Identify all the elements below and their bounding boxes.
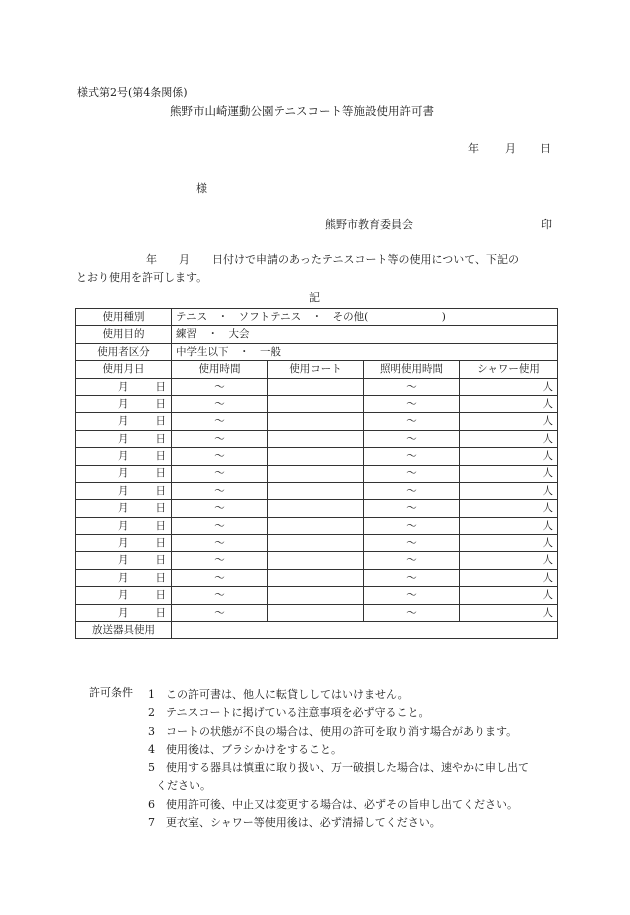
- court-cell[interactable]: [268, 552, 364, 569]
- person-label: 人: [542, 571, 554, 584]
- shower-cell[interactable]: [460, 395, 558, 412]
- time-cell[interactable]: [172, 604, 268, 621]
- person-label: 人: [542, 397, 554, 410]
- day-label: 日: [155, 432, 166, 445]
- purpose-row: [76, 326, 558, 343]
- day-label: 日: [155, 397, 166, 410]
- person-label: 人: [542, 554, 554, 567]
- month-label: 月: [118, 571, 129, 584]
- tilde-mark: ～: [406, 519, 417, 532]
- shower-cell[interactable]: [460, 448, 558, 465]
- condition-item: [148, 686, 558, 704]
- tilde-mark: ～: [214, 397, 225, 410]
- tilde-mark: ～: [406, 432, 417, 445]
- condition-text: 使用する器具は慎重に取り扱い、万一破損した場合は、速やかに申し出て: [166, 761, 529, 775]
- table-row: [76, 535, 558, 552]
- lighting-cell[interactable]: [364, 569, 460, 586]
- table-row: [76, 413, 558, 430]
- table-row: [76, 482, 558, 499]
- shower-cell[interactable]: [460, 535, 558, 552]
- month-label: 月: [118, 606, 129, 619]
- lighting-cell[interactable]: [364, 378, 460, 395]
- condition-item: [148, 704, 558, 722]
- shower-cell[interactable]: [460, 378, 558, 395]
- tilde-mark: ～: [214, 537, 225, 550]
- tilde-mark: ～: [214, 380, 225, 393]
- tilde-mark: ～: [214, 415, 225, 428]
- month-label: 月: [118, 432, 129, 445]
- court-cell[interactable]: [268, 500, 364, 517]
- tilde-mark: ～: [214, 467, 225, 480]
- form-number: 様式第2号(第4条関係): [77, 86, 188, 99]
- court-cell[interactable]: [268, 395, 364, 412]
- permission-text-line1: 年 月 日付けで申請のあったテニスコート等の使用について、下記の: [146, 253, 520, 266]
- table-row: [76, 604, 558, 621]
- usage-table: [75, 308, 558, 639]
- lighting-cell[interactable]: [364, 482, 460, 499]
- condition-number: 4: [148, 742, 155, 756]
- month-label: 月: [118, 589, 129, 602]
- table-row: [76, 587, 558, 604]
- court-cell[interactable]: [268, 535, 364, 552]
- condition-text: 使用許可後、中止又は変更する場合は、必ずその旨申し出てください。: [166, 797, 518, 811]
- court-cell[interactable]: [268, 430, 364, 447]
- month-label: 月: [118, 380, 129, 393]
- condition-number: 1: [148, 688, 155, 701]
- condition-number: 6: [148, 797, 155, 811]
- tilde-mark: ～: [406, 502, 417, 515]
- day-label: 日: [155, 380, 166, 393]
- table-row: [76, 378, 558, 395]
- broadcast-label: 放送器具使用: [76, 622, 172, 639]
- col-header-date: 使用月日: [76, 361, 172, 378]
- col-header-time: 使用時間: [172, 361, 268, 378]
- court-cell[interactable]: [268, 569, 364, 586]
- time-cell[interactable]: [172, 413, 268, 430]
- time-cell[interactable]: [172, 569, 268, 586]
- court-cell[interactable]: [268, 517, 364, 534]
- shower-cell[interactable]: [460, 482, 558, 499]
- time-cell[interactable]: [172, 500, 268, 517]
- date-cell[interactable]: [76, 482, 172, 499]
- lighting-cell[interactable]: [364, 395, 460, 412]
- document-title: 熊野市山崎運動公園テニスコート等施設使用許可書: [170, 104, 435, 118]
- tilde-mark: ～: [406, 606, 417, 619]
- purpose-value: 練習 ・ 大会: [172, 326, 558, 343]
- date-cell[interactable]: [76, 552, 172, 569]
- lighting-cell[interactable]: [364, 465, 460, 482]
- date-cell[interactable]: [76, 587, 172, 604]
- person-label: 人: [542, 484, 554, 497]
- table-row: [76, 500, 558, 517]
- tilde-mark: ～: [406, 571, 417, 584]
- time-cell[interactable]: [172, 465, 268, 482]
- tilde-mark: ～: [214, 432, 225, 445]
- table-row: [76, 395, 558, 412]
- court-cell[interactable]: [268, 482, 364, 499]
- shower-cell[interactable]: [460, 587, 558, 604]
- tilde-mark: ～: [406, 554, 417, 567]
- tilde-mark: ～: [406, 415, 417, 428]
- lighting-cell[interactable]: [364, 517, 460, 534]
- user-category-label: 使用者区分: [76, 343, 172, 360]
- type-label: 使用種別: [76, 309, 172, 326]
- person-label: 人: [542, 415, 554, 428]
- tilde-mark: ～: [214, 606, 225, 619]
- person-label: 人: [542, 467, 554, 480]
- day-label: 日: [155, 415, 166, 428]
- ki-marker: 記: [309, 291, 320, 304]
- court-cell[interactable]: [268, 413, 364, 430]
- tilde-mark: ～: [406, 450, 417, 463]
- shower-cell[interactable]: [460, 604, 558, 621]
- condition-item: [148, 723, 558, 741]
- date-month-label: 月: [505, 142, 516, 155]
- day-label: 日: [155, 554, 166, 567]
- date-cell[interactable]: [76, 395, 172, 412]
- day-label: 日: [155, 450, 166, 463]
- condition-number: 2: [148, 706, 155, 720]
- shower-cell[interactable]: [460, 517, 558, 534]
- table-row: [76, 569, 558, 586]
- shower-cell[interactable]: [460, 430, 558, 447]
- condition-item: [148, 814, 558, 832]
- person-label: 人: [542, 432, 554, 445]
- tilde-mark: ～: [406, 589, 417, 602]
- condition-text: コートの状態が不良の場合は、使用の許可を取り消す場合があります。: [166, 724, 518, 738]
- lighting-cell[interactable]: [364, 604, 460, 621]
- table-row: [76, 552, 558, 569]
- broadcast-value[interactable]: [172, 622, 558, 639]
- table-row: [76, 430, 558, 447]
- shower-cell[interactable]: [460, 413, 558, 430]
- user-category-value: 中学生以下 ・ 一般: [172, 343, 558, 360]
- type-value: テニス ・ ソフトテニス ・ その他( ): [172, 309, 558, 326]
- type-row: [76, 309, 558, 326]
- person-label: 人: [542, 502, 554, 515]
- month-label: 月: [118, 450, 129, 463]
- date-cell[interactable]: [76, 535, 172, 552]
- time-cell[interactable]: [172, 517, 268, 534]
- lighting-cell[interactable]: [364, 500, 460, 517]
- condition-text: 使用後は、ブラシかけをすること。: [166, 742, 342, 756]
- table-row: [76, 448, 558, 465]
- shower-cell[interactable]: [460, 500, 558, 517]
- lighting-cell[interactable]: [364, 448, 460, 465]
- month-label: 月: [118, 397, 129, 410]
- shower-cell[interactable]: [460, 552, 558, 569]
- month-label: 月: [118, 537, 129, 550]
- condition-continuation: ください。: [156, 779, 211, 793]
- court-cell[interactable]: [268, 604, 364, 621]
- time-cell[interactable]: [172, 552, 268, 569]
- person-label: 人: [542, 450, 554, 463]
- time-cell[interactable]: [172, 482, 268, 499]
- time-cell[interactable]: [172, 587, 268, 604]
- tilde-mark: ～: [406, 467, 417, 480]
- date-cell[interactable]: [76, 448, 172, 465]
- tilde-mark: ～: [406, 484, 417, 497]
- condition-number: 7: [148, 816, 155, 830]
- table-row: [76, 517, 558, 534]
- time-cell[interactable]: [172, 535, 268, 552]
- tilde-mark: ～: [214, 554, 225, 567]
- table-row: [76, 465, 558, 482]
- shower-cell[interactable]: [460, 465, 558, 482]
- day-label: 日: [155, 606, 166, 619]
- date-cell[interactable]: [76, 430, 172, 447]
- condition-item: [148, 796, 558, 814]
- person-label: 人: [542, 380, 554, 393]
- lighting-cell[interactable]: [364, 430, 460, 447]
- time-cell[interactable]: [172, 430, 268, 447]
- purpose-label: 使用目的: [76, 326, 172, 343]
- condition-item: [148, 741, 558, 759]
- user-category-row: [76, 343, 558, 360]
- condition-number: 5: [148, 761, 155, 775]
- month-label: 月: [118, 467, 129, 480]
- conditions-heading: 許可条件: [89, 686, 133, 699]
- addressee-suffix: 様: [196, 182, 207, 195]
- condition-text: テニスコートに掲げている注意事項を必ず守ること。: [166, 706, 430, 720]
- tilde-mark: ～: [214, 519, 225, 532]
- court-cell[interactable]: [268, 448, 364, 465]
- tilde-mark: ～: [214, 450, 225, 463]
- person-label: 人: [542, 519, 554, 532]
- month-label: 月: [118, 519, 129, 532]
- date-cell[interactable]: [76, 500, 172, 517]
- day-label: 日: [155, 589, 166, 602]
- broadcast-row: [76, 622, 558, 639]
- person-label: 人: [542, 606, 554, 619]
- col-header-court: 使用コート: [268, 361, 364, 378]
- col-header-lighting: 照明使用時間: [364, 361, 460, 378]
- lighting-cell[interactable]: [364, 413, 460, 430]
- column-header-row: [76, 361, 558, 378]
- date-year-label: 年: [468, 142, 479, 155]
- month-label: 月: [118, 502, 129, 515]
- tilde-mark: ～: [214, 484, 225, 497]
- shower-cell[interactable]: [460, 569, 558, 586]
- time-cell[interactable]: [172, 395, 268, 412]
- condition-number: 3: [148, 724, 155, 738]
- lighting-cell[interactable]: [364, 535, 460, 552]
- lighting-cell[interactable]: [364, 587, 460, 604]
- day-label: 日: [155, 502, 166, 515]
- date-cell[interactable]: [76, 465, 172, 482]
- condition-text: 更衣室、シャワー等使用後は、必ず清掃してください。: [166, 816, 441, 830]
- tilde-mark: ～: [406, 397, 417, 410]
- date-cell[interactable]: [76, 569, 172, 586]
- tilde-mark: ～: [406, 380, 417, 393]
- permission-text-line2: とおり使用を許可します。: [76, 271, 208, 284]
- condition-text: この許可書は、他人に転貸ししてはいけません。: [166, 688, 409, 701]
- lighting-cell[interactable]: [364, 552, 460, 569]
- day-label: 日: [155, 537, 166, 550]
- col-header-shower: シャワー使用: [460, 361, 558, 378]
- issuer-name: 熊野市教育委員会: [325, 218, 413, 231]
- court-cell[interactable]: [268, 587, 364, 604]
- court-cell[interactable]: [268, 465, 364, 482]
- condition-item: [148, 759, 558, 795]
- tilde-mark: ～: [214, 571, 225, 584]
- date-cell[interactable]: [76, 517, 172, 534]
- date-cell[interactable]: [76, 604, 172, 621]
- date-cell[interactable]: [76, 413, 172, 430]
- month-label: 月: [118, 415, 129, 428]
- time-cell[interactable]: [172, 448, 268, 465]
- tilde-mark: ～: [214, 502, 225, 515]
- date-day-label: 日: [540, 142, 551, 155]
- day-label: 日: [155, 519, 166, 532]
- month-label: 月: [118, 554, 129, 567]
- time-cell[interactable]: [172, 378, 268, 395]
- tilde-mark: ～: [406, 537, 417, 550]
- day-label: 日: [155, 571, 166, 584]
- date-cell[interactable]: [76, 378, 172, 395]
- seal-mark: 印: [541, 218, 552, 231]
- court-cell[interactable]: [268, 378, 364, 395]
- person-label: 人: [542, 537, 554, 550]
- day-label: 日: [155, 467, 166, 480]
- person-label: 人: [542, 589, 554, 602]
- day-label: 日: [155, 484, 166, 497]
- tilde-mark: ～: [214, 589, 225, 602]
- month-label: 月: [118, 484, 129, 497]
